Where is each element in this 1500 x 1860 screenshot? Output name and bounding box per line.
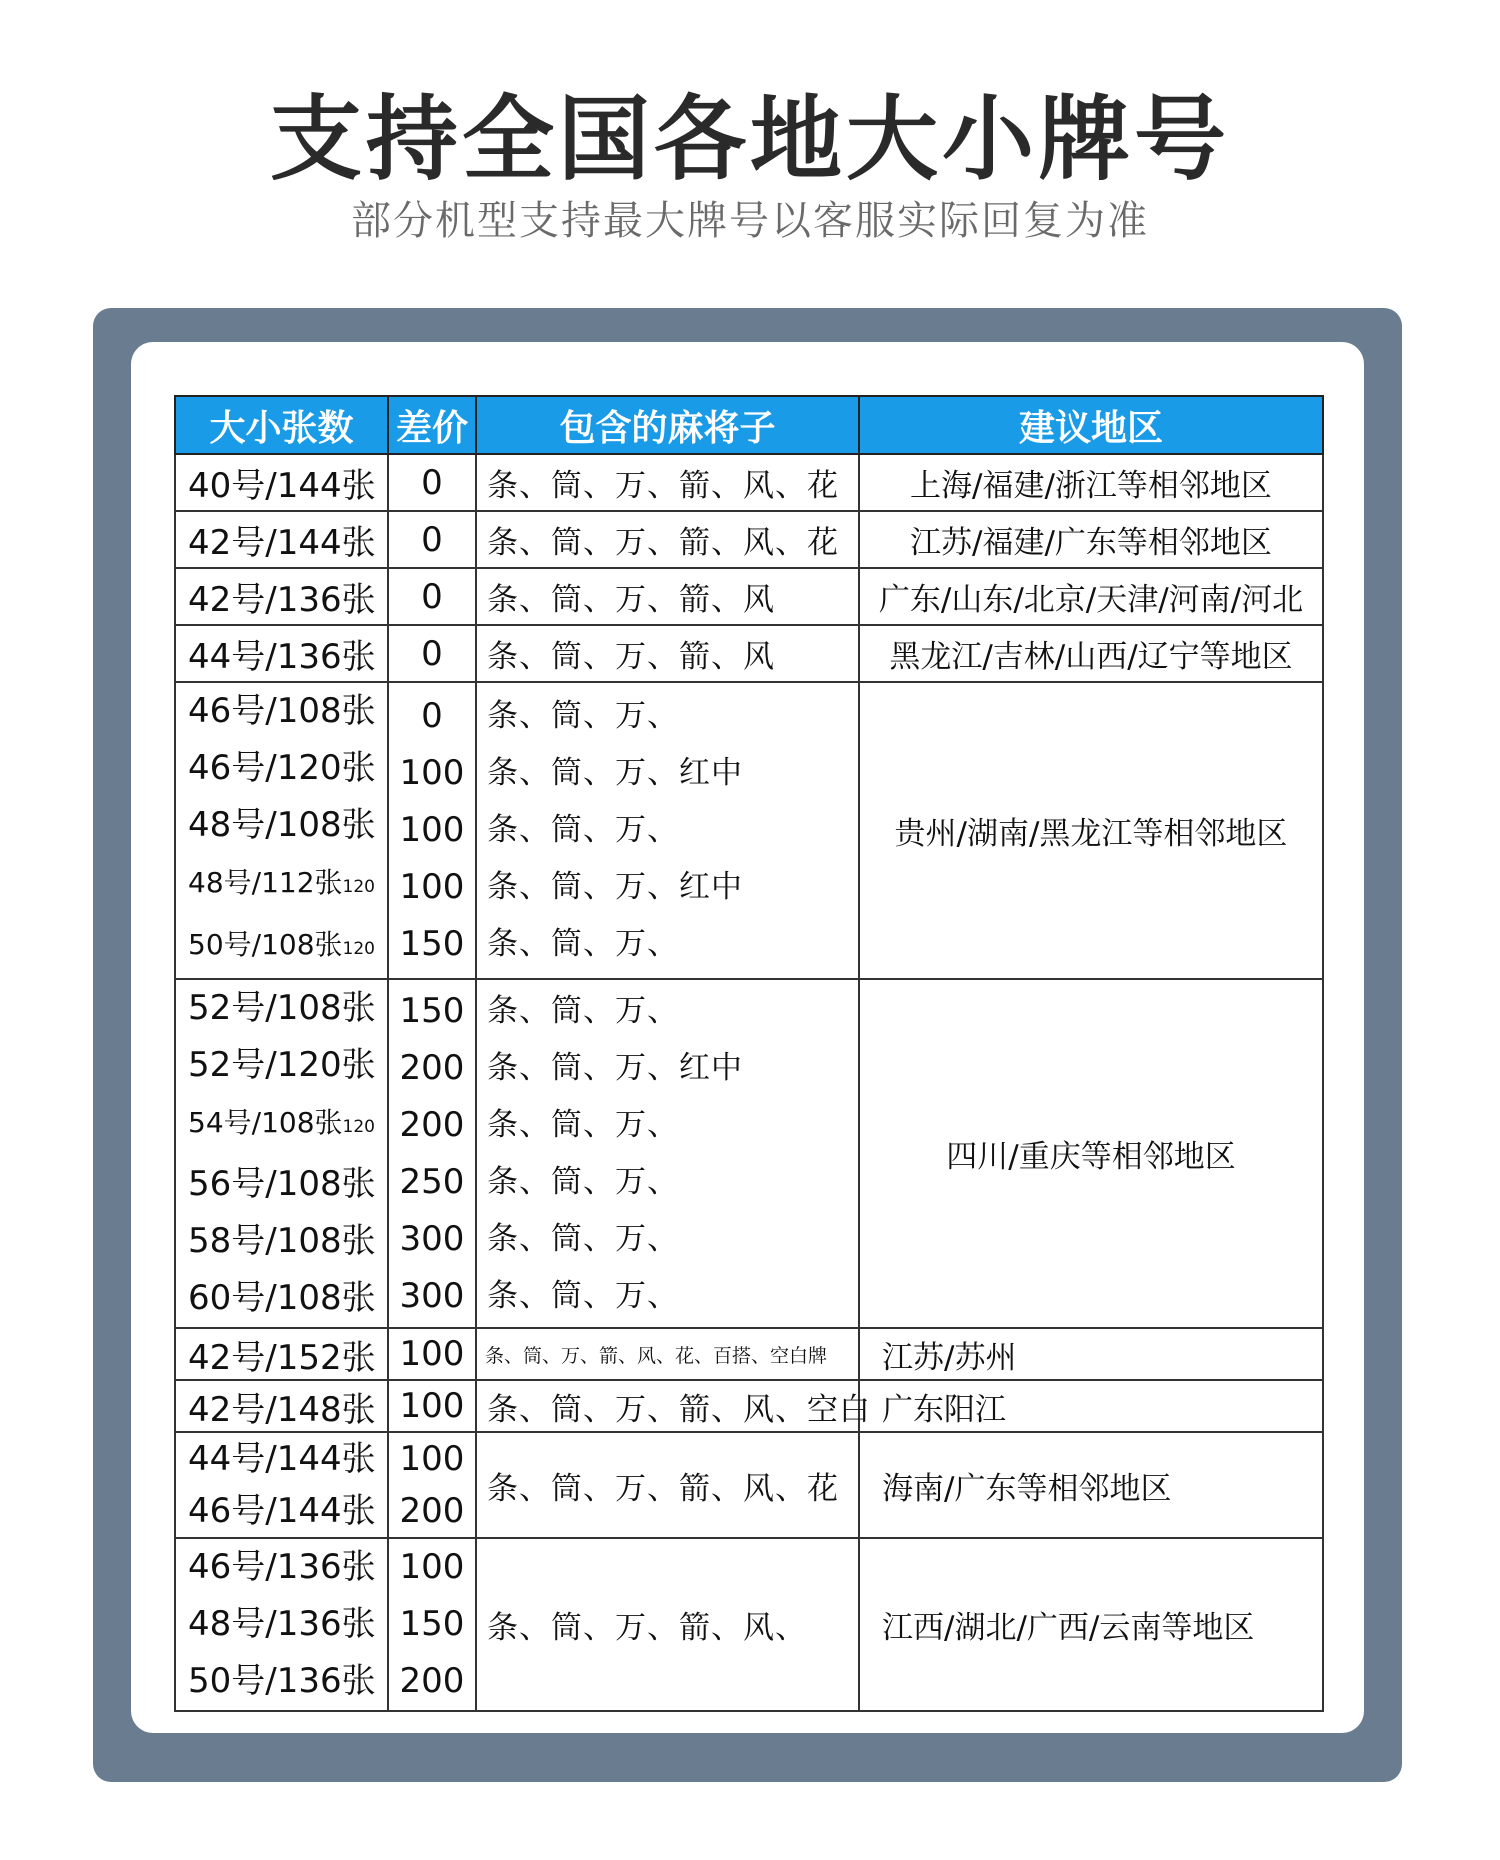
size-line: 46号/144张	[188, 1491, 376, 1531]
size-cell: 44号/136张	[175, 625, 388, 682]
price-cell: 100	[388, 1328, 476, 1380]
region-cell: 江西/湖北/广西/云南等地区	[859, 1538, 1323, 1711]
size-cell	[175, 682, 388, 979]
tiles-line: 条、筒、万、红中	[487, 1049, 743, 1086]
size-line: 46号/136张	[188, 1547, 376, 1587]
price-line: 200	[399, 1661, 465, 1701]
table-row	[175, 1328, 1323, 1380]
price-line: 100	[399, 867, 465, 907]
size-line: 50号/136张	[188, 1661, 376, 1701]
table-row	[175, 454, 1323, 511]
table-header-row	[175, 396, 1323, 454]
table-row	[175, 568, 1323, 625]
tiles-cell: 条、筒、万、箭、风	[476, 625, 859, 682]
tiles-cell: 条、筒、万、箭、风	[476, 568, 859, 625]
size-line-sub: 120	[342, 877, 375, 897]
price-cell	[388, 1432, 476, 1538]
page-title: 支持全国各地大小牌号	[269, 86, 1230, 193]
tiles-line: 条、筒、万、	[487, 992, 679, 1029]
size-line-sub: 120	[342, 939, 375, 959]
price-line: 100	[399, 1547, 465, 1587]
price-line: 100	[399, 1439, 465, 1479]
header-size: 大小张数	[175, 396, 388, 454]
price-cell	[388, 1538, 476, 1711]
region-cell: 黑龙江/吉林/山西/辽宁等地区	[859, 625, 1323, 682]
size-cell: 42号/136张	[175, 568, 388, 625]
tiles-line: 条、筒、万、红中	[487, 869, 743, 905]
table-row-group	[175, 1538, 1323, 1711]
price-cell	[388, 979, 476, 1328]
mahjong-size-table	[174, 395, 1324, 1712]
region-cell: 江苏/福建/广东等相邻地区	[859, 511, 1323, 568]
header-price: 差价	[388, 396, 476, 454]
size-line: 52号/108张	[188, 988, 376, 1028]
price-line: 300	[399, 1218, 465, 1259]
table-row	[175, 625, 1323, 682]
size-cell	[175, 1432, 388, 1538]
region-cell: 广东/山东/北京/天津/河南/河北	[859, 568, 1323, 625]
price-line: 150	[399, 1604, 465, 1644]
tiles-line: 条、筒、万、	[487, 812, 679, 848]
table-row	[175, 511, 1323, 568]
tiles-line: 条、筒、万、	[487, 1220, 679, 1257]
region-cell: 上海/福建/浙江等相邻地区	[859, 454, 1323, 511]
region-cell: 贵州/湖南/黑龙江等相邻地区	[859, 682, 1323, 979]
price-cell: 0	[388, 454, 476, 511]
tiles-cell: 条、筒、万、箭、风、空白	[476, 1380, 859, 1432]
size-line-main: 50号/108张	[188, 928, 343, 961]
price-cell: 0	[388, 568, 476, 625]
table-row-group	[175, 979, 1323, 1328]
size-line-sub: 120	[342, 1117, 375, 1137]
size-cell	[175, 1538, 388, 1711]
price-cell: 0	[388, 511, 476, 568]
size-line: 52号/120张	[188, 1045, 376, 1085]
size-line-main: 48号/112张	[188, 866, 343, 899]
price-line: 200	[399, 1047, 465, 1088]
tiles-line: 条、筒、万、	[487, 698, 679, 734]
tiles-line: 条、筒、万、	[487, 926, 679, 962]
size-line: 46号/108张	[188, 691, 376, 731]
size-line: 44号/144张	[188, 1439, 376, 1479]
price-line: 0	[421, 696, 443, 736]
size-cell: 42号/148张	[175, 1380, 388, 1432]
tiles-line: 条、筒、万、红中	[487, 755, 743, 791]
size-line: 56号/108张	[188, 1164, 376, 1204]
size-line	[188, 854, 387, 916]
price-cell	[388, 682, 476, 979]
size-cell: 40号/144张	[175, 454, 388, 511]
region-cell: 海南/广东等相邻地区	[859, 1432, 1323, 1538]
price-line: 300	[399, 1275, 465, 1316]
price-line: 250	[399, 1161, 465, 1202]
size-line: 58号/108张	[188, 1221, 376, 1261]
size-line-main: 54号/108张	[188, 1106, 343, 1139]
table-row-group	[175, 1432, 1323, 1538]
region-cell: 江苏/苏州	[859, 1328, 1323, 1380]
size-cell: 42号/152张	[175, 1328, 388, 1380]
tiles-line: 条、筒、万、	[487, 1106, 679, 1143]
tiles-cell: 条、筒、万、箭、风、花、百搭、空白牌	[476, 1328, 859, 1380]
size-line	[188, 916, 387, 978]
header-tiles: 包含的麻将子	[476, 396, 859, 454]
size-line: 46号/120张	[188, 748, 376, 788]
size-line	[188, 1094, 387, 1156]
table-row-group	[175, 682, 1323, 979]
tiles-cell: 条、筒、万、箭、风、花	[476, 511, 859, 568]
tiles-cell: 条、筒、万、箭、风、花	[476, 1432, 859, 1538]
tiles-cell	[476, 682, 859, 979]
price-line: 100	[399, 810, 465, 850]
header-region: 建议地区	[859, 396, 1323, 454]
price-line: 200	[399, 1491, 465, 1531]
price-line: 100	[399, 753, 465, 793]
size-cell	[175, 979, 388, 1328]
tiles-cell	[476, 979, 859, 1328]
size-line: 48号/108张	[188, 805, 376, 845]
table-row	[175, 1380, 1323, 1432]
price-line: 200	[399, 1104, 465, 1145]
page-subtitle: 部分机型支持最大牌号以客服实际回复为准	[351, 198, 1149, 244]
tiles-line: 条、筒、万、	[487, 1163, 679, 1200]
size-line: 48号/136张	[188, 1604, 376, 1644]
size-line: 60号/108张	[188, 1278, 376, 1318]
price-cell: 100	[388, 1380, 476, 1432]
region-cell: 广东阳江	[859, 1380, 1323, 1432]
tiles-cell: 条、筒、万、箭、风、	[476, 1538, 859, 1711]
size-cell: 42号/144张	[175, 511, 388, 568]
tiles-line: 条、筒、万、	[487, 1277, 679, 1314]
price-cell: 0	[388, 625, 476, 682]
price-line: 150	[399, 990, 465, 1031]
price-line: 150	[399, 924, 465, 964]
tiles-cell: 条、筒、万、箭、风、花	[476, 454, 859, 511]
region-cell: 四川/重庆等相邻地区	[859, 979, 1323, 1328]
